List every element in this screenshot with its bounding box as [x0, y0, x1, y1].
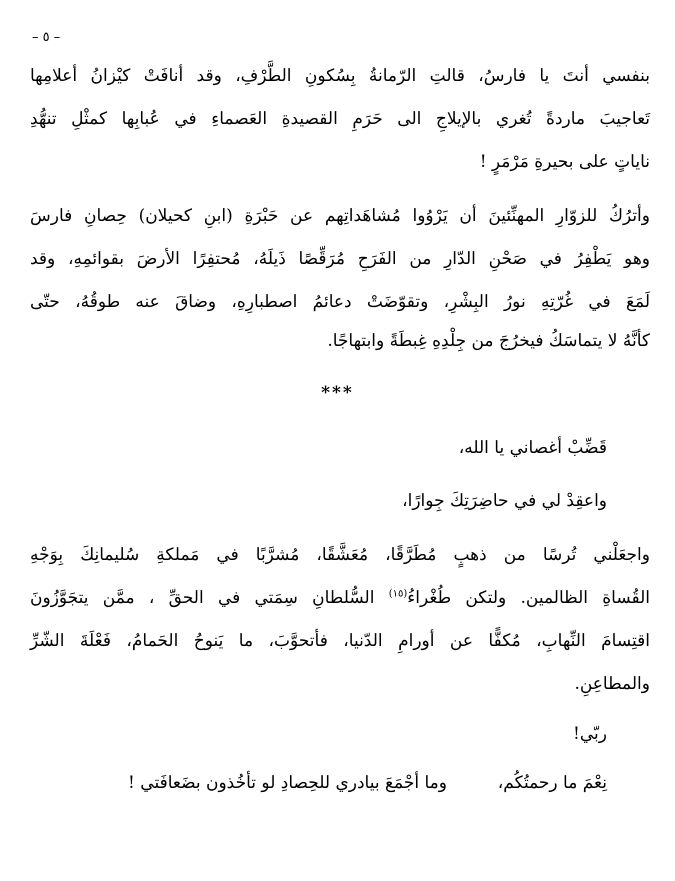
paragraph-2-line-1: وأترُكُ للزوّارِ المهنِّئينَ أن يَرْوُوا مُشاهَداتِهم عن حَبْرَةِ (ابنِ كحيلان) حِصانِ فارسَ: [30, 206, 650, 226]
paragraph-1-line-2: تَعاجيبَ ماردةً تُغري بالإيلاجِ الى حَرَمِ القصيدةِ العَصماءِ في عُبابِها كمثْلِ تنهُّدِ: [30, 109, 650, 129]
footnote-number: ١٥: [392, 588, 404, 600]
footnote-marker: (١٥): [388, 588, 408, 600]
paragraph-3-line-2: [30, 583, 650, 613]
verse-hemistich-2: وما أجْمَعَ بيادري للحِصادِ لو تأخُذون بضَعافَتي !: [128, 773, 447, 793]
paragraph-3-line-4: والمطاعِنِ.: [574, 674, 650, 694]
section-separator: ***: [321, 383, 354, 403]
verse-hemistich-1: نِعْمَ ما رحمتُكُم،: [497, 773, 607, 793]
paragraph-3-line-2-part-1: القُساةِ الظالمين. ولتكن طُغْراءُ: [407, 588, 650, 608]
paragraph-3-line-2-part-2: السُّلطانِ سِمَتي في الحقِّ ، ممَّن يتجَوَّزُونَ: [30, 588, 375, 608]
paragraph-1-line-1: بنفسي أنتَ يا فارسُ، قالتِ الرّمانةُ بِسُكونِ الطَّرْفِ، وقد أنافَتْ كيْزانُ أعلامِها: [30, 66, 650, 86]
paragraph-2-line-2: وهو يَطْفِرُ في صَحْنِ الدّارِ من الفَرَحِ مُرَقِّصًا ذَيلَهُ، مُحتفِرًا الأرضَ بقوائمِهِ، وقد: [30, 249, 650, 269]
verse-line-2: واعقِدْ لي في حاضِرَتِكَ جِوارًا،: [402, 491, 607, 511]
paragraph-2-line-4: كأنَّهُ لا يتماسَكُ فيخرُجَ من جِلْدِهِ غِبطَةً وابتهاجًا.: [327, 331, 650, 351]
paragraph-3-line-1: واجعَلْني تُرسًا من ذهبٍ مُطَرَّقًا، مُعَشَّقًا، مُشرَّبًا في مَملكةِ سُليمانِكَ بِوَجْهِ: [30, 545, 650, 565]
page-number: – ٥ –: [32, 30, 61, 45]
verse-line-1: قَضِّبْ أغصاني يا الله،: [458, 438, 607, 458]
verse-line-3: ربّي!: [573, 724, 607, 744]
paragraph-1-line-3: ناياتٍ على بحيرةِ مَرْمَرٍ !: [479, 152, 650, 172]
paragraph-3-line-3: اقتِسامَ النِّهابِ، مُكفًّا عن أورامِ الدّنيا، فأتحوَّبَ، ما يَنوحُ الحَمامُ، فَعْلَةَ الشّرِّ: [30, 631, 650, 651]
paragraph-2-line-3: لَمَعَ في غُرّتِهِ نورُ البِشْرِ، وتقوّضَتْ دعائمُ اصطبارِهِ، وضاقَ عنه طوقُهُ، حتّى: [30, 292, 650, 312]
